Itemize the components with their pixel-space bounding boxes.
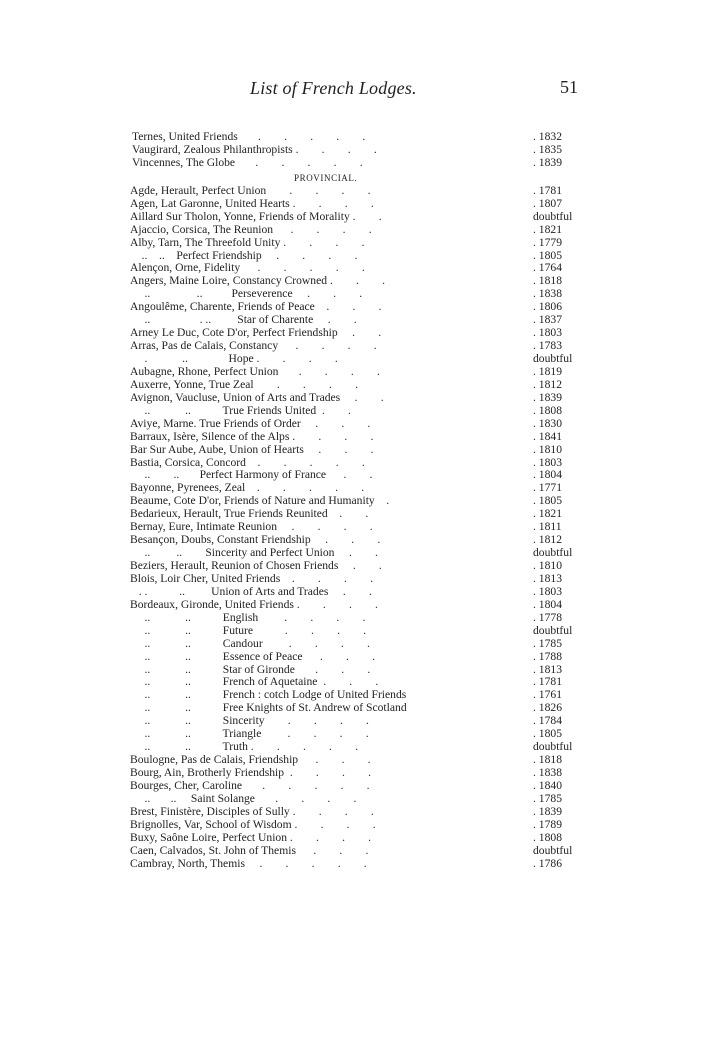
lodge-year: . 1810 (533, 442, 562, 456)
section-heading (0, 170, 713, 185)
lodge-year: . 1804 (533, 597, 562, 611)
lodge-year: . 1783 (533, 339, 562, 353)
lodge-name: .. .. Sincerity and Perfect Union . . (130, 546, 378, 560)
lodge-year: . 1841 (533, 429, 562, 443)
lodge-year: . 1803 (533, 455, 562, 469)
lodge-year: . 1786 (533, 856, 562, 870)
lodge-name: .. .. Perfect Harmony of France . . (130, 468, 373, 482)
lodge-row (0, 431, 713, 444)
lodge-year: . 1761 (533, 688, 562, 702)
lodge-row (0, 211, 713, 224)
lodge-row (0, 767, 713, 780)
lodge-row (0, 144, 713, 157)
lodge-name: Bourges, Cher, Caroline . . . . . (130, 778, 370, 792)
lodge-name: Cambray, North, Themis . . . . . (130, 856, 367, 870)
lodge-name: Avignon, Vaucluse, Union of Arts and Trades . . (130, 390, 384, 404)
lodge-row (0, 131, 713, 144)
lodge-name: Boulogne, Pas de Calais, Friendship . . . (130, 753, 371, 767)
lodge-year: . 1771 (533, 481, 562, 495)
lodge-year: . 1805 (533, 494, 562, 508)
lodge-name: Alençon, Orne, Fidelity . . . . . (130, 261, 365, 275)
lodge-name: . . .. Union of Arts and Trades . . (130, 584, 372, 598)
lodge-year: . 1812 (533, 533, 562, 547)
lodge-year: . 1839 (533, 155, 562, 169)
lodge-name: Caen, Calvados, St. John of Themis . . . (130, 843, 369, 857)
lodge-row (0, 560, 713, 573)
page-number: 51 (560, 77, 578, 97)
lodge-name: Brest, Finistère, Disciples of Sully . . . . (130, 804, 374, 818)
lodge-year: . 1819 (533, 364, 562, 378)
lodge-row (0, 379, 713, 392)
lodge-name: Bayonne, Pyrenees, Zeal . . . . . (130, 481, 365, 495)
lodge-year: . 1779 (533, 235, 562, 249)
lodge-name: Bastia, Corsica, Concord . . . . . (130, 455, 365, 469)
lodge-row (0, 793, 713, 806)
lodge-name: Agen, Lat Garonne, United Hearts . . . . (130, 196, 374, 210)
page-title: List of French Lodges. (250, 78, 417, 98)
lodge-year: doubtful (533, 623, 573, 637)
lodge-name: .. .. French : cotch Lodge of United Friends (130, 688, 407, 702)
lodge-year: . 1805 (533, 248, 562, 262)
lodge-name: .. .. Truth . . . . . (130, 740, 359, 754)
lodge-name: .. .. Perfect Friendship . . . . (130, 248, 358, 262)
lodge-year: . 1835 (533, 142, 562, 156)
lodge-name: Buxy, Saône Loire, Perfect Union . . . . (130, 830, 372, 844)
lodge-name: .. .. Candour . . . . (130, 636, 370, 650)
lodge-year: . 1778 (533, 610, 562, 624)
lodge-year: . 1781 (533, 183, 562, 197)
lodge-year: . 1803 (533, 584, 562, 598)
lodge-year: . 1840 (533, 778, 562, 792)
lodge-row (0, 418, 713, 431)
lodge-year: doubtful (533, 843, 573, 857)
lodge-name: .. .. Future . . . . (130, 623, 367, 637)
lodge-row (0, 780, 713, 793)
section-heading-label: PROVINCIAL. (294, 172, 358, 183)
lodge-name: Agde, Herault, Perfect Union . . . . (130, 183, 371, 197)
lodge-row (0, 651, 713, 664)
lodge-row (0, 405, 713, 418)
lodge-name: Bar Sur Aube, Aube, Union of Hearts . . . (130, 442, 374, 456)
lodge-year: . 1838 (533, 766, 562, 779)
lodge-year: doubtful (533, 209, 573, 223)
lodge-name: .. .. True Friends United . . (130, 403, 351, 417)
lodge-year: . 1764 (533, 261, 562, 275)
lodge-name: Arras, Pas de Calais, Constancy . . . . (130, 339, 377, 353)
lodge-row (0, 845, 713, 858)
lodge-year: . 1837 (533, 313, 562, 327)
lodge-name: Alby, Tarn, The Threefold Unity . . . . (130, 235, 365, 249)
lodge-name: Vincennes, The Globe . . . . . (132, 155, 363, 169)
lodge-year: . 1803 (533, 326, 562, 340)
lodge-year: . 1832 (533, 130, 562, 143)
lodge-name: .. . .. Star of Charente . . (130, 313, 357, 327)
lodge-name: .. .. English . . . . (130, 610, 366, 624)
lodge-year: . 1785 (533, 791, 562, 805)
lodge-row (0, 573, 713, 586)
lodge-year: . 1781 (533, 675, 562, 689)
page-header (0, 78, 713, 102)
lodge-year: doubtful (533, 546, 573, 560)
lodge-name: Aillard Sur Tholon, Yonne, Friends of Morality . . (130, 209, 382, 223)
lodge-name: Beziers, Herault, Reunion of Chosen Friends . . (130, 559, 382, 572)
lodge-year: . 1813 (533, 571, 562, 585)
lodge-name: .. .. French of Aquetaine . . . (130, 675, 379, 689)
lodge-year: . 1818 (533, 274, 562, 288)
lodge-year: . 1808 (533, 403, 562, 417)
lodge-row (0, 340, 713, 353)
lodge-row (0, 819, 713, 832)
lodge-row (0, 625, 713, 638)
lodge-name: .. .. Triangle . . . . (130, 727, 369, 741)
lodge-name: .. .. Star of Gironde . . . (130, 662, 371, 676)
lodge-year: . 1806 (533, 300, 562, 314)
lodge-name: Aviye, Marne. True Friends of Order . . . (130, 416, 371, 430)
lodge-name: Angoulême, Charente, Friends of Peace . . . (130, 300, 382, 314)
lodge-row (0, 612, 713, 625)
lodge-row (0, 198, 713, 211)
lodge-year: . 1785 (533, 636, 562, 650)
lodge-row (0, 638, 713, 651)
lodge-year: . 1804 (533, 468, 562, 482)
lodge-row (0, 599, 713, 612)
lodge-year: . 1811 (533, 520, 562, 534)
lodge-year: . 1784 (533, 714, 562, 728)
lodge-list (0, 131, 713, 871)
lodge-name: Bourg, Ain, Brotherly Friendship . . . . (130, 766, 372, 779)
lodge-name: Barraux, Isère, Silence of the Alps . . . . (130, 429, 374, 443)
lodge-name: . .. Hope . . . . (130, 352, 338, 365)
lodge-name: Besançon, Doubs, Constant Friendship . . . (130, 533, 381, 547)
lodge-year: . 1812 (533, 377, 562, 391)
lodge-year: . 1788 (533, 649, 562, 663)
lodge-name: .. .. Perseverence . . . (130, 287, 363, 301)
lodge-row (0, 444, 713, 457)
lodge-year: . 1838 (533, 287, 562, 301)
lodge-name: Angers, Maine Loire, Constancy Crowned . . . (130, 274, 386, 288)
lodge-row (0, 832, 713, 845)
lodge-year: . 1789 (533, 817, 562, 831)
lodge-name: Bordeaux, Gironde, United Friends . . . . (130, 597, 378, 611)
lodge-name: .. .. Saint Solange . . . . (130, 791, 357, 805)
lodge-row (0, 224, 713, 237)
lodge-row (0, 806, 713, 819)
lodge-year: . 1839 (533, 390, 562, 404)
lodge-year: . 1821 (533, 222, 562, 236)
lodge-row (0, 858, 713, 871)
lodge-name: Bedarieux, Herault, True Friends Reunited . . (130, 507, 369, 521)
lodge-row (0, 157, 713, 170)
lodge-name: Auxerre, Yonne, True Zeal . . . . (130, 377, 358, 391)
lodge-year: doubtful (533, 740, 573, 754)
lodge-row (0, 366, 713, 379)
lodge-name: .. .. Essence of Peace . . . (130, 649, 376, 663)
lodge-row (0, 392, 713, 405)
lodge-year: . 1808 (533, 830, 562, 844)
lodge-name: Vaugirard, Zealous Philanthropists . . . . (132, 142, 377, 156)
lodge-year: . 1830 (533, 416, 562, 430)
lodge-year: . 1821 (533, 507, 562, 521)
lodge-name: Brignolles, Var, School of Wisdom . . . . (130, 817, 376, 831)
lodge-name: .. .. Sincerity . . . . (130, 714, 369, 728)
lodge-year: . 1807 (533, 196, 562, 210)
lodge-year: . 1810 (533, 559, 562, 572)
lodge-name: Bernay, Eure, Intimate Reunion . . . . (130, 520, 373, 534)
lodge-name: Beaume, Cote D'or, Friends of Nature and Humanity . (130, 494, 390, 508)
lodge-year: . 1805 (533, 727, 562, 741)
lodge-name: Ternes, United Friends . . . . . (132, 130, 366, 143)
lodge-year: . 1839 (533, 804, 562, 818)
lodge-year: . 1826 (533, 701, 562, 715)
lodge-row (0, 353, 713, 366)
lodge-name: Arney Le Duc, Cote D'or, Perfect Friendship . . (130, 326, 382, 340)
lodge-year: doubtful (533, 352, 573, 365)
lodge-row (0, 237, 713, 250)
lodge-name: Ajaccio, Corsica, The Reunion . . . . (130, 222, 372, 236)
lodge-row (0, 586, 713, 599)
lodge-name: Aubagne, Rhone, Perfect Union . . . . (130, 364, 380, 378)
lodge-year: . 1813 (533, 662, 562, 676)
lodge-name: Blois, Loir Cher, United Friends . . . . (130, 571, 373, 585)
lodge-name: .. .. Free Knights of St. Andrew of Scotland (130, 701, 407, 715)
lodge-year: . 1818 (533, 753, 562, 767)
lodge-row (0, 185, 713, 198)
